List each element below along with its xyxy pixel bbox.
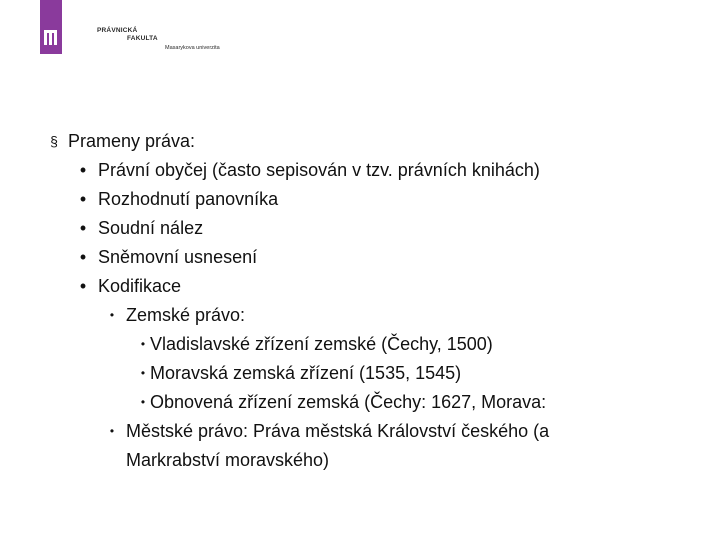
bullet: • — [140, 366, 146, 380]
muni-logo-icon — [40, 0, 62, 54]
bullet: • — [79, 160, 87, 180]
list-item-text: Soudní nález — [98, 218, 204, 238]
list-item-top — [40, 127, 700, 156]
logo-line-2: FAKULTA — [127, 35, 158, 42]
list-item-text: Městské právo: Práva městská Království českého (a Markrabství moravského) — [126, 421, 550, 470]
bullet: • — [140, 395, 146, 409]
bullet: • — [109, 308, 115, 322]
logo-line-1: PRÁVNICKÁ — [97, 27, 138, 34]
faculty-logo — [40, 0, 220, 58]
list-item — [40, 214, 700, 243]
list-item — [40, 272, 700, 301]
list-item-text: Kodifikace — [98, 276, 182, 296]
list-item — [40, 243, 700, 272]
list-item-zemske-pravo — [40, 301, 700, 330]
logo-text — [69, 27, 220, 52]
bullet: • — [109, 424, 115, 438]
bullet: • — [79, 247, 87, 267]
list-item — [40, 156, 700, 185]
list-item — [40, 185, 700, 214]
list-item-text: Rozhodnutí panovníka — [98, 189, 279, 209]
list-item-text: Zemské právo: — [126, 305, 246, 325]
bullet: • — [79, 189, 87, 209]
list-item-text: Moravská zemská zřízení (1535, 1545) — [150, 363, 462, 383]
bullet: • — [140, 337, 146, 351]
list-item-mestske-pravo — [40, 417, 700, 475]
list-item-text: Obnovená zřízení zemská (Čechy: 1627, Morava: — [150, 392, 547, 412]
list-item — [40, 359, 700, 388]
logo-line-3: Masarykova univerzita — [165, 45, 220, 51]
list-item-text: Prameny práva: — [68, 131, 196, 151]
list-item — [40, 388, 700, 417]
section-bullet: § — [50, 133, 58, 149]
slide-content — [40, 127, 700, 475]
bullet: • — [79, 218, 87, 238]
list-item-text: Sněmovní usnesení — [98, 247, 258, 267]
list-item-text: Právní obyčej (často sepisován v tzv. právních knihách) — [98, 160, 540, 180]
list-item-text: Vladislavské zřízení zemské (Čechy, 1500) — [150, 334, 493, 354]
list-item — [40, 330, 700, 359]
bullet: • — [79, 276, 87, 296]
